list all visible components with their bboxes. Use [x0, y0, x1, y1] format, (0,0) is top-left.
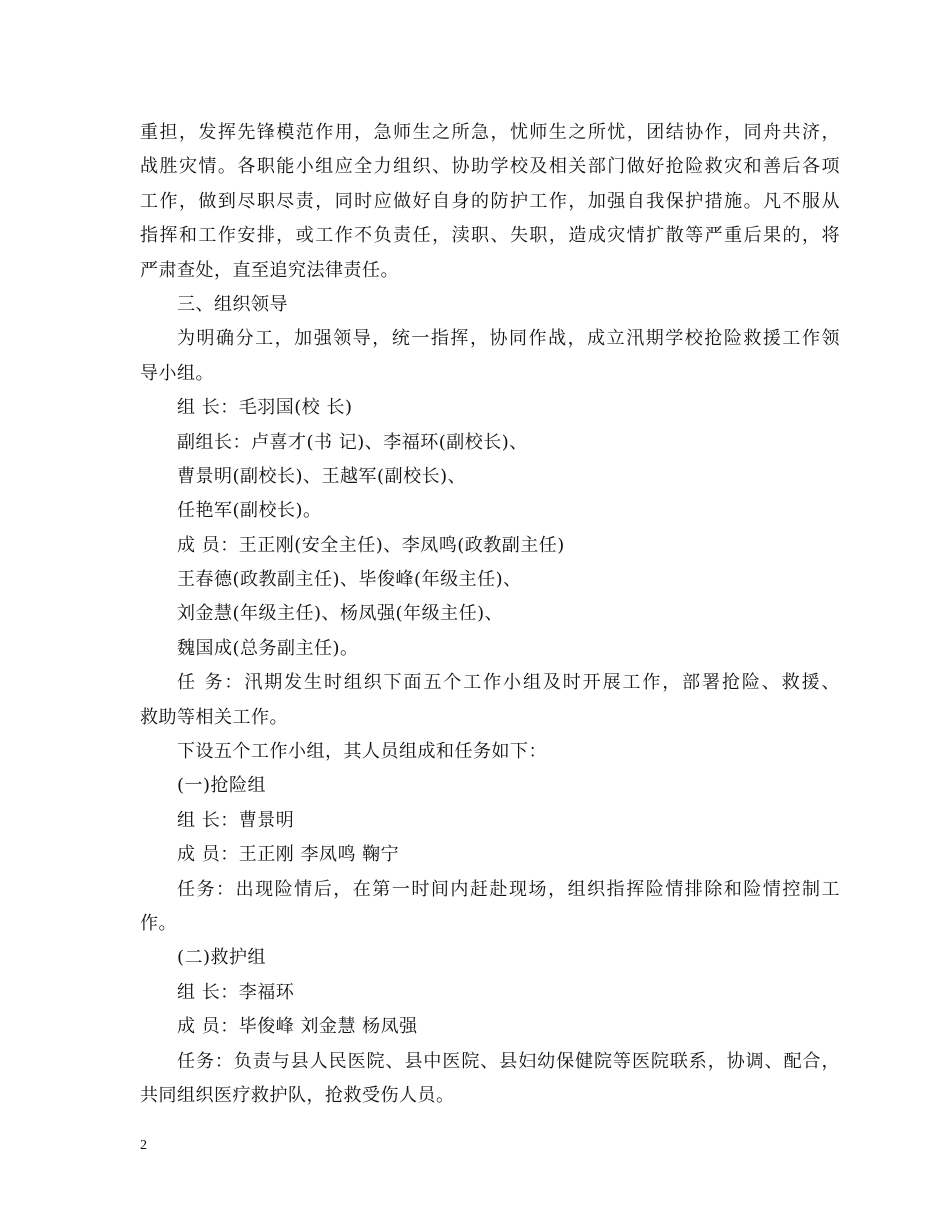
deputy-leader-line: 曹景明(副校长)、王越军(副校长)、: [177, 465, 467, 487]
deputy-leader-line: 副组长：卢喜才(书 记)、李福环(副校长)、: [177, 431, 528, 453]
paragraph-line: 重担，发挥先锋模范作用，急师生之所急，忧师生之所忧，团结协作，同舟共济，: [140, 122, 840, 143]
task-line: 救助等相关工作。: [140, 706, 288, 728]
paragraph-line: 导小组。: [140, 362, 214, 384]
group-task-line: 作。: [140, 912, 177, 934]
paragraph-line: 指挥和工作安排，或工作不负责任，渎职、失职，造成灾情扩散等严重后果的，将: [140, 225, 840, 247]
leader-line: 组 长：毛羽国(校 长): [177, 397, 353, 419]
member-line: 魏国成(总务副主任)。: [177, 637, 359, 659]
paragraph-line: 战胜灾情。各职能小组应全力组织、协助学校及相关部门做好抢险救灾和善后各项: [140, 156, 840, 178]
document-body: [140, 116, 840, 1113]
task-line: 任 务：汛期发生时组织下面五个工作小组及时开展工作，部署抢险、救援、: [177, 672, 840, 694]
paragraph-line: 下设五个工作小组，其人员组成和任务如下：: [177, 741, 547, 763]
group-task-line: 任务：出现险情后，在第一时间内赶赴现场，组织指挥险情排除和险情控制工: [177, 878, 840, 900]
deputy-leader-line: 任艳军(副校长)。: [177, 500, 322, 522]
paragraph-line: 工作，做到尽职尽责，同时应做好自身的防护工作，加强自我保护措施。凡不服从: [140, 190, 840, 212]
page-number: 2: [140, 1138, 147, 1153]
group-members-line: 成 员：毕俊峰 刘金慧 杨凤强: [177, 1016, 418, 1038]
paragraph-line: 为明确分工，加强领导，统一指挥，协同作战，成立汛期学校抢险救援工作领: [177, 328, 840, 350]
group-leader-line: 组 长：曹景明: [177, 809, 295, 831]
group-heading: (二)救护组: [177, 947, 267, 969]
group-members-line: 成 员：王正刚 李凤鸣 鞠宁: [177, 844, 400, 866]
group-leader-line: 组 长：李福环: [177, 981, 295, 1003]
section-heading: 三、组织领导: [177, 293, 288, 315]
member-line: 刘金慧(年级主任)、杨凤强(年级主任)、: [177, 603, 504, 625]
member-line: 成 员：王正刚(安全主任)、李凤鸣(政教副主任): [177, 534, 565, 556]
paragraph-line: 严肃查处，直至追究法律责任。: [140, 259, 399, 281]
group-heading: (一)抢险组: [177, 775, 267, 797]
group-task-line: 共同组织医疗救护队，抢救受伤人员。: [140, 1084, 455, 1106]
member-line: 王春德(政教副主任)、毕俊峰(年级主任)、: [177, 569, 522, 591]
group-task-line: 任务：负责与县人民医院、县中医院、县妇幼保健院等医院联系，协调、配合，: [177, 1050, 840, 1072]
